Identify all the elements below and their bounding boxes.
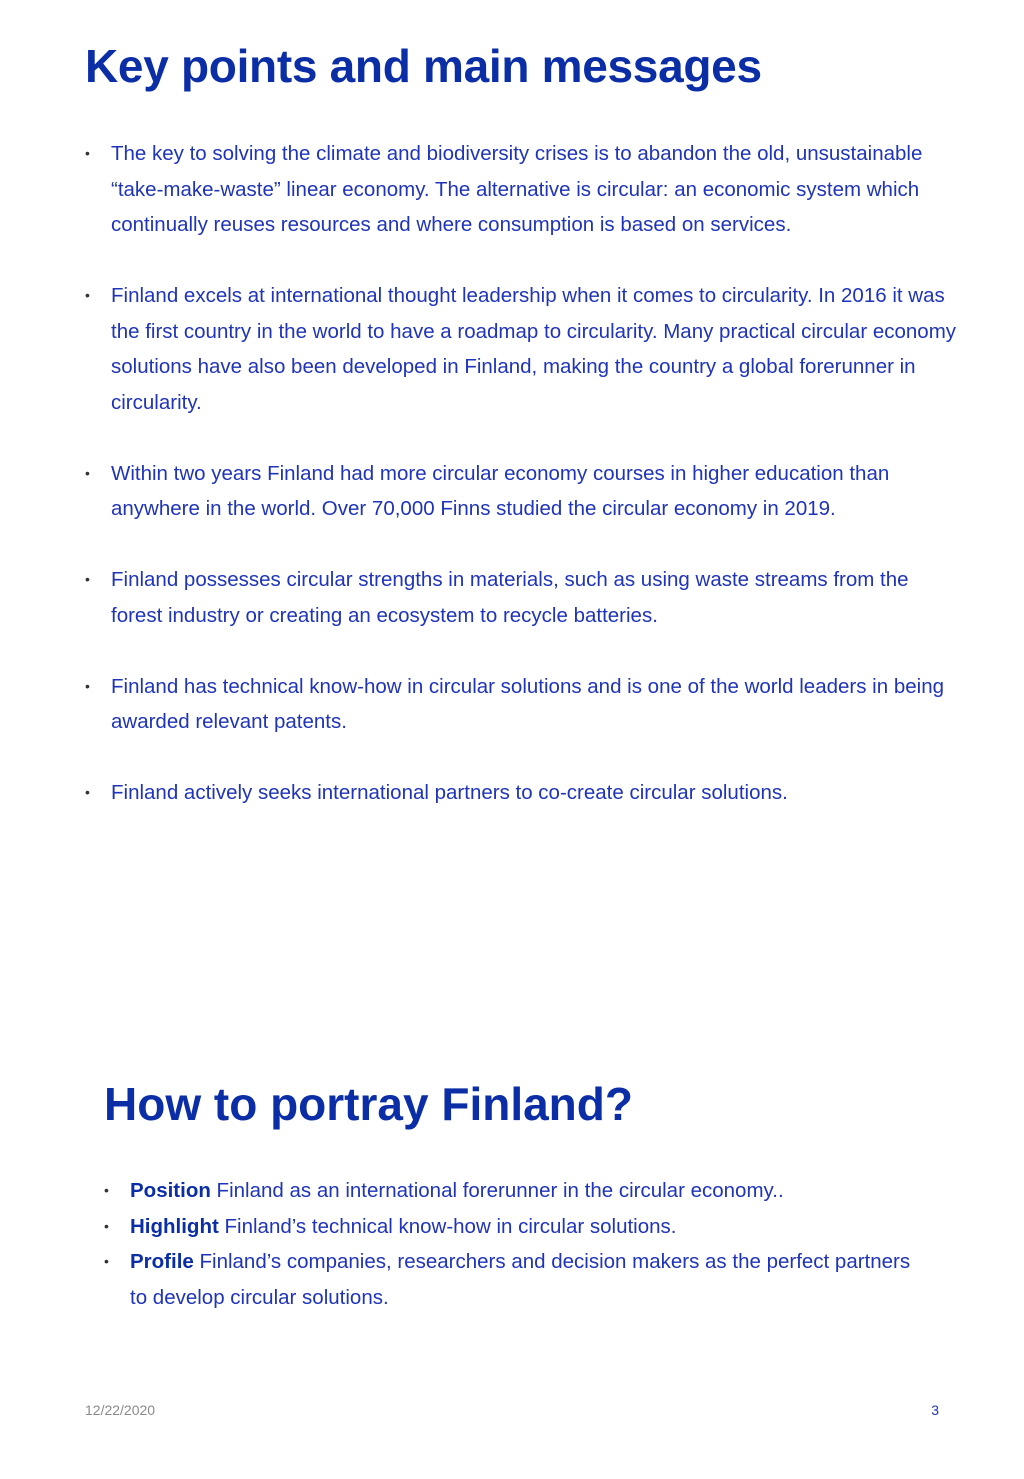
list-item-text: Finland excels at international thought leadership when it comes to circularity. In 2016 it was the first country in the world to have a roadmap to circularity. Many practical circular economy solutions have also been developed in Finland, making the country a global forerunner in circularity. bbox=[111, 284, 957, 414]
bullet-icon: • bbox=[85, 145, 90, 161]
key-points-list bbox=[85, 136, 965, 846]
list-item-text: Finland actively seeks international partners to co-create circular solutions. bbox=[111, 781, 788, 804]
section-title-portray: How to portray Finland? bbox=[104, 1078, 633, 1130]
bullet-icon: • bbox=[85, 571, 90, 587]
list-item bbox=[85, 669, 965, 740]
list-item bbox=[85, 456, 965, 527]
keyword-position: Position bbox=[130, 1179, 211, 1202]
list-item-text: Finland possesses circular strengths in materials, such as using waste streams from the forest industry or creating an ecosystem to recycle batteries. bbox=[111, 568, 909, 627]
keyword-profile: Profile bbox=[130, 1250, 194, 1273]
list-item bbox=[104, 1244, 924, 1315]
bullet-icon: • bbox=[85, 677, 90, 694]
page-number: 3 bbox=[931, 1402, 939, 1418]
bullet-icon: • bbox=[104, 1217, 109, 1234]
list-item-text: Finland has technical know-how in circular solutions and is one of the world leaders in being awarded relevant patents. bbox=[111, 674, 944, 733]
bullet-icon: • bbox=[85, 784, 90, 800]
list-item bbox=[85, 278, 965, 420]
list-item-text: Finland’s companies, researchers and decision makers as the perfect partners to develop circular solutions. bbox=[130, 1250, 911, 1309]
footer-date: 12/22/2020 bbox=[85, 1402, 156, 1418]
bullet-icon: • bbox=[85, 464, 90, 481]
list-item-text: Within two years Finland had more circular economy courses in higher education than anywhere in the world. Over 70,000 Finns studied the circular economy in 2019. bbox=[111, 461, 890, 520]
list-item bbox=[104, 1209, 924, 1245]
keyword-highlight: Highlight bbox=[130, 1214, 219, 1238]
bullet-icon: • bbox=[104, 1182, 109, 1198]
list-item-text: Finland as an international forerunner in the circular economy.. bbox=[210, 1179, 784, 1202]
bullet-icon: • bbox=[85, 287, 90, 303]
list-item bbox=[85, 562, 965, 633]
list-item bbox=[104, 1173, 924, 1209]
list-item bbox=[85, 775, 965, 811]
list-item-text: Finland’s technical know-how in circular solutions. bbox=[218, 1214, 677, 1238]
page-title: Key points and main messages bbox=[85, 40, 762, 92]
list-item-text: The key to solving the climate and biodiversity crises is to abandon the old, unsustainable “take-make-waste” linear economy. The alternative is circular: an economic system which continually reuses resources and where consumption is based on services. bbox=[111, 142, 923, 236]
list-item bbox=[85, 136, 965, 243]
portray-list bbox=[104, 1173, 924, 1315]
bullet-icon: • bbox=[104, 1253, 109, 1269]
